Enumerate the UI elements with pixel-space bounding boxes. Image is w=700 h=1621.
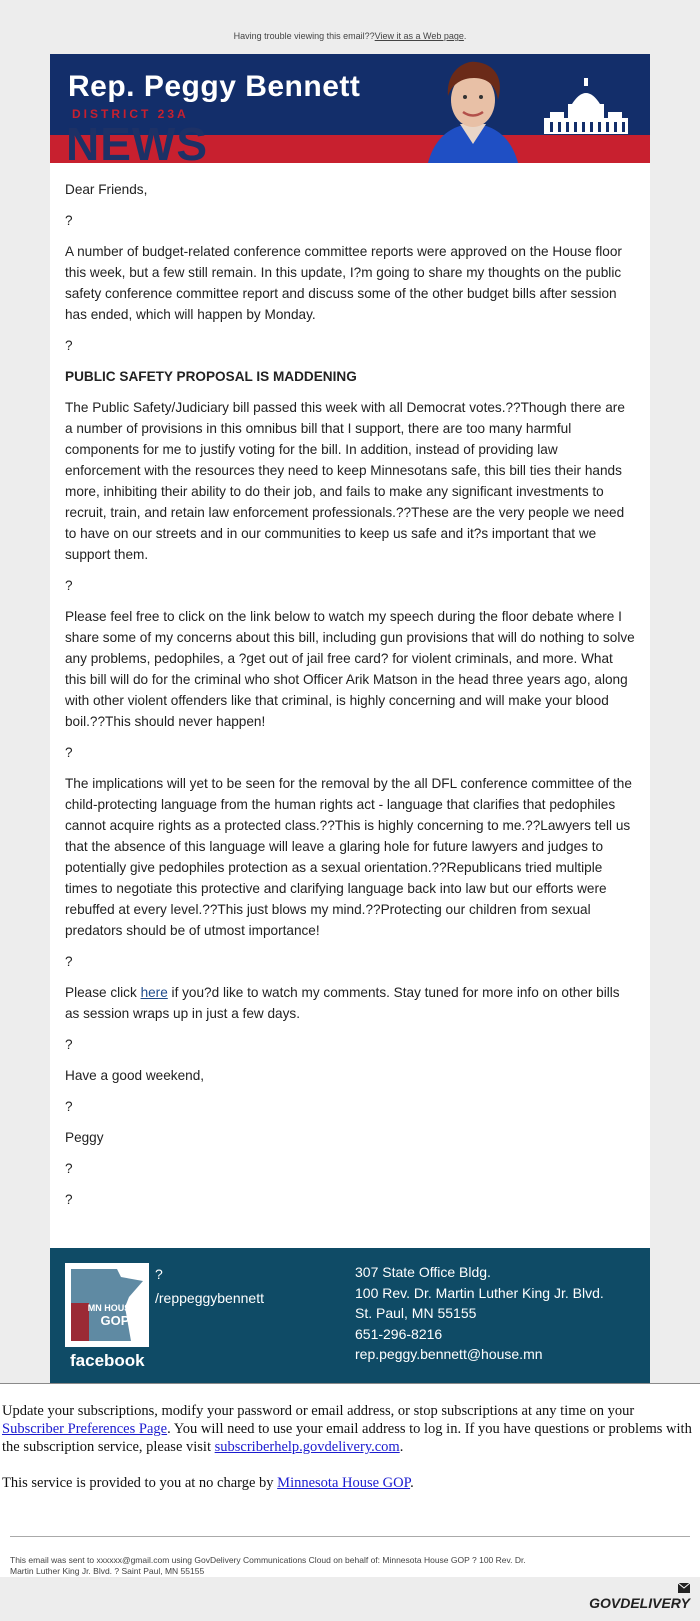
blank-line: ? — [65, 1099, 73, 1114]
office-address — [355, 1262, 604, 1365]
sub-text-1: Update your subscriptions, modify your password or email address, or stop subscriptions at any time on your — [2, 1403, 635, 1419]
web-page-link[interactable]: View it as a Web page — [374, 31, 464, 41]
blank-line: ? — [65, 745, 73, 760]
banner-news-text: NEWS — [66, 118, 208, 163]
representative-photo — [418, 54, 528, 163]
watch-comments-link[interactable]: here — [140, 985, 168, 1000]
paragraph-4 — [65, 982, 635, 1024]
blank-line: ? — [65, 1161, 73, 1176]
minnesota-map-icon — [65, 1263, 149, 1347]
preheader-suffix: . — [463, 31, 467, 41]
facebook-handle-column — [155, 1262, 264, 1310]
email-address[interactable]: rep.peggy.bennett@house.mn — [355, 1346, 543, 1362]
preheader — [0, 0, 700, 50]
email-container — [50, 54, 650, 1393]
closing: Have a good weekend, — [65, 1068, 205, 1083]
contact-footer — [50, 1248, 650, 1393]
phone-number: 651-296-8216 — [355, 1325, 443, 1342]
service-notice — [0, 1474, 700, 1492]
paragraph-1: The Public Safety/Judiciary bill passed this week with all Democrat votes.??Though there are a number of provisions in this omnibus bill that I support, there are too many harmful components for me to justify voting for the bill. In addition, instead of providing law enforcement with the resources they need to keep Minnesotans safe, this bill ties their hands more, inhibiting their ability to do their job, and fails to make any significant investments to recruit, train, and retain law enforcement professionals.??These are the very people we need to have on our streets and in our communities to keep us safe and it?s important that we support them. — [65, 400, 625, 562]
address-line: 307 State Office Bldg. — [355, 1264, 491, 1280]
section-heading: PUBLIC SAFETY PROPOSAL IS MADDENING — [65, 369, 357, 384]
sub-text-5: . — [410, 1475, 414, 1491]
sub-text-2: . You will need to use your email address to log in. If you have questions or problems with the subscription service, please visit — [2, 1421, 692, 1455]
envelope-icon — [678, 1583, 690, 1593]
govdelivery-logo[interactable] — [589, 1595, 690, 1611]
blank-line: ? — [65, 954, 73, 969]
blank-line: ? — [65, 338, 73, 353]
mn-house-gop-link[interactable]: Minnesota House GOP — [277, 1475, 411, 1491]
intro-paragraph: A number of budget-related conference committee reports were approved on the House floor this week, but a few still remain. In this update, I?m going to share my thoughts on the public safety conference committee report and discuss some of the other budget bills after session has ended, which will happen by Monday. — [65, 244, 622, 322]
signature: Peggy — [65, 1130, 104, 1145]
capitol-building-icon — [540, 78, 632, 138]
preheader-text: Having trouble viewing this email?? — [233, 31, 375, 41]
address-line: 100 Rev. Dr. Martin Luther King Jr. Blvd. — [355, 1284, 604, 1301]
address-line: St. Paul, MN 55155 — [355, 1305, 477, 1321]
logo-line1: MN HOUSE — [87, 1303, 137, 1313]
subscription-info — [0, 1402, 700, 1456]
facebook-label: facebook — [70, 1351, 145, 1370]
subscriber-preferences-link[interactable]: Subscriber Preferences Page — [2, 1421, 168, 1437]
p4-text-before: Please click — [65, 985, 141, 1000]
subscription-footer — [0, 1383, 700, 1577]
govdelivery-wordmark: GOVDELIVERY — [589, 1595, 690, 1611]
paragraph-3: The implications will yet to be seen for the removal by the all DFL conference committee of the child-protecting language from the human rights act - language that clarifies that pedophiles cannot acquire rights as a protected class.??This is highly concerning to me.??Lawyers tell us that the absence of this language will leave a glaring hole for future lawyers and judges to potentially give pedophiles protection as a sexual orientation.??Republicans tried multiple times to negotiate this protective and clarifying language back into law but our efforts were rebuffed at every level.??This just blows my mind.??Protecting our children from sexual predators should be of utmost importance! — [65, 776, 632, 938]
blank-line: ? — [65, 1192, 73, 1207]
paragraph-2: Please feel free to click on the link below to watch my speech during the floor debate where I share some of my concerns about this bill, including gun provisions that will do nothing to solve any problems, pedophiles, a ?get out of jail free card? for violent criminals, and more. What this bill will do for the criminal who shot Officer Arik Matson in the head three years ago, along with other violent offenders like that criminal, is highly concerning and will make your blood boil.??This should never happen! — [65, 609, 635, 729]
email-body — [50, 163, 650, 1234]
facebook-handle[interactable]: /reppeggybennett — [155, 1290, 264, 1306]
subscriber-help-link[interactable]: subscriberhelp.govdelivery.com — [214, 1439, 400, 1455]
greeting: Dear Friends, — [65, 182, 148, 197]
facebook-logo-link[interactable] — [65, 1263, 149, 1371]
banner-district: DISTRICT 23A — [72, 107, 189, 121]
fine-print: This email was sent to xxxxxx@gmail.com using GovDelivery Communications Cloud on behalf of: Minnesota House GOP ? 100 Rev. Dr. Martin Luther King Jr. Blvd. ? Saint Paul, MN 55155 — [10, 1555, 526, 1576]
sub-text-3: . — [399, 1439, 404, 1455]
sub-text-4: This service is provided to you at no charge by — [2, 1475, 278, 1491]
p4-text-after: if you?d like to watch my comments. Stay tuned for more info on other bills as session wraps up in just a few days. — [65, 985, 620, 1021]
banner-name: Rep. Peggy Bennett — [68, 70, 361, 103]
logo-line2: GOP — [100, 1313, 130, 1328]
header-banner — [50, 54, 650, 163]
blank-line: ? — [65, 1037, 73, 1052]
blank-line: ? — [65, 213, 73, 228]
fb-blank: ? — [155, 1266, 163, 1282]
blank-line: ? — [65, 578, 73, 593]
mn-house-gop-logo — [65, 1263, 149, 1347]
